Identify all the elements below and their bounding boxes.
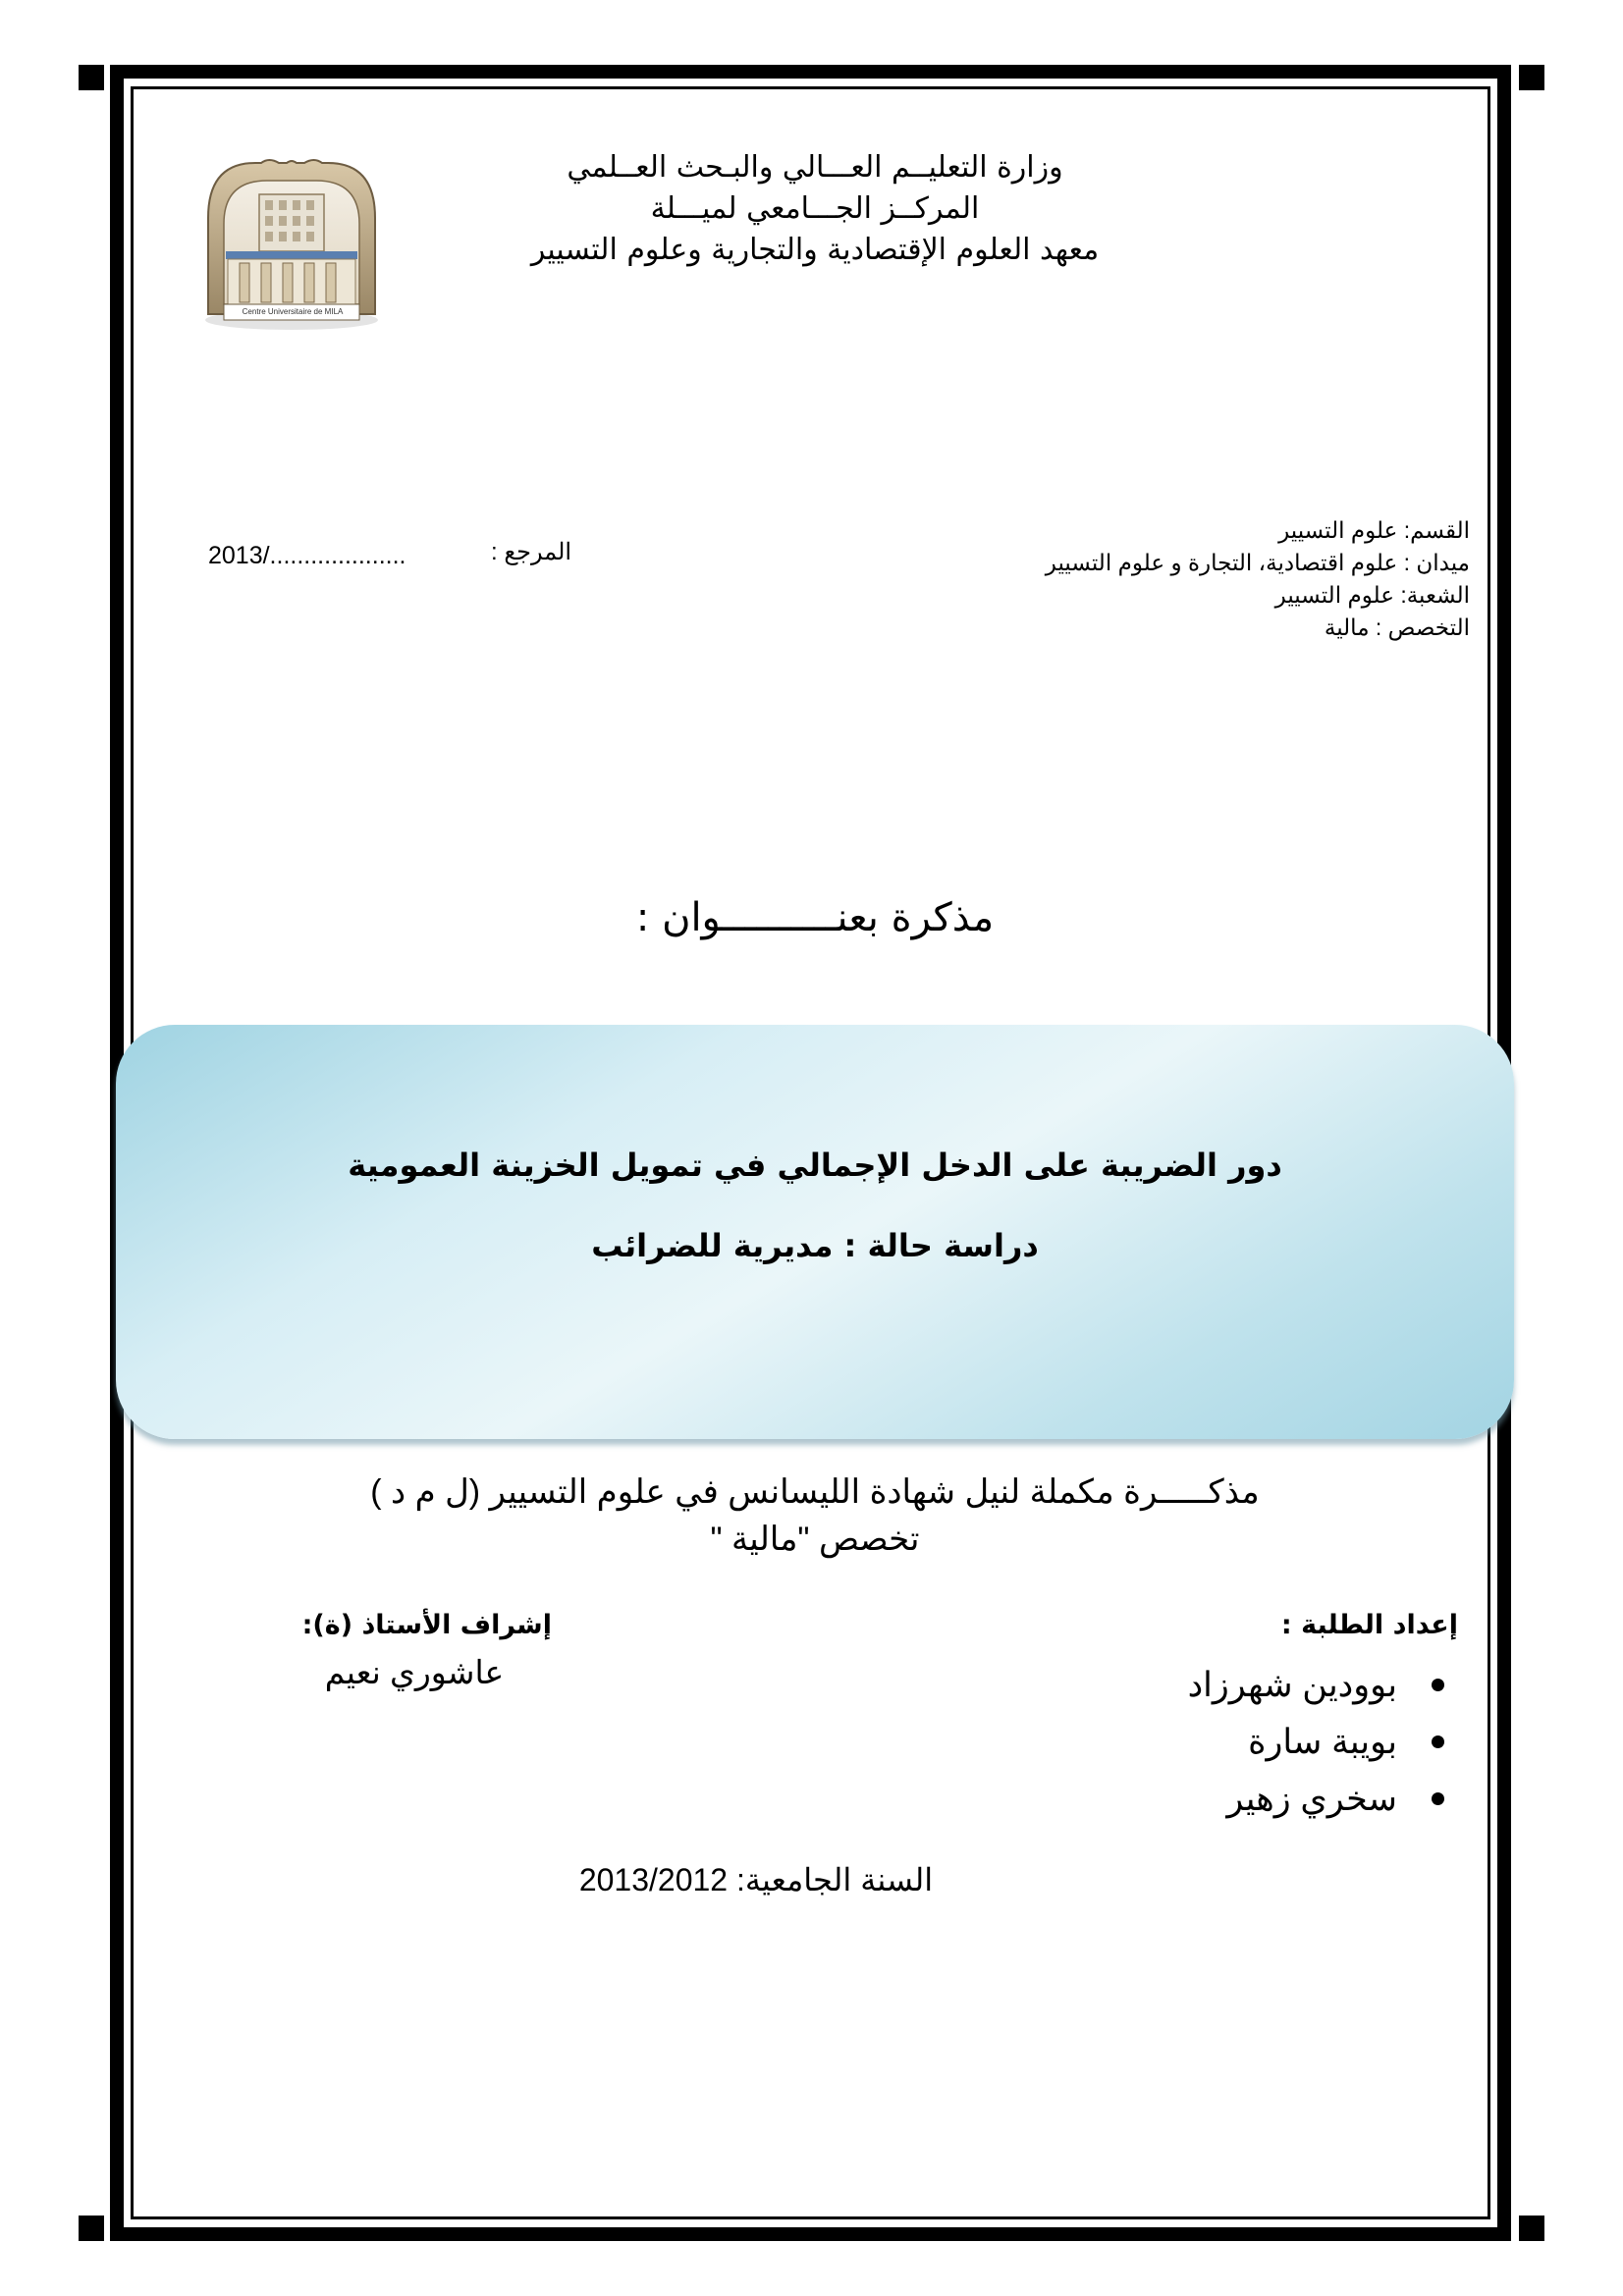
student-name: سخري زهير xyxy=(1226,1780,1397,1818)
university-center-name: المركــز الجـــامعي لميـــلة xyxy=(650,191,980,226)
degree-description: مذكـــــرة مكملة لنيل شهادة الليسانس في علوم التسيير (ل م د ) xyxy=(370,1473,1260,1511)
department-info xyxy=(920,514,1470,644)
supervisor-name: عاشوري نعيم xyxy=(324,1654,505,1690)
ministry-name: وزارة التعليــم العـــالي والبـحث العــلمي xyxy=(567,150,1063,185)
department-section: القسم: علوم التسيير xyxy=(1278,517,1470,543)
academic-year: السنة الجامعية: 2013/2012 xyxy=(578,1862,934,1897)
institution-header xyxy=(511,147,1119,271)
border-corner-bottom-right xyxy=(1519,2216,1544,2241)
memo-heading: مذكرة بعنــــــــــوان : xyxy=(635,895,995,940)
list-item xyxy=(1188,1714,1444,1771)
border-corner-top-left xyxy=(79,65,104,90)
university-logo xyxy=(198,157,385,332)
border-corner-bottom-left xyxy=(79,2216,104,2241)
border-corner-top-right xyxy=(1519,65,1544,90)
reference-value: 2013/.................... xyxy=(208,542,406,569)
bullet-icon xyxy=(1432,1679,1444,1691)
case-study-subtitle: دراسة حالة : مديرية للضرائب xyxy=(591,1227,1039,1264)
list-item xyxy=(1188,1657,1444,1714)
supervisor-label: إشراف الأستاذ (ة): xyxy=(301,1610,552,1640)
department-field: ميدان : علوم اقتصادية، التجارة و علوم التسيير xyxy=(1045,550,1470,575)
logo-caption: Centre Universitaire de MILA xyxy=(242,307,344,316)
department-specialty: التخصص : مالية xyxy=(1324,614,1470,640)
students-label: إعداد الطلبة : xyxy=(1280,1610,1458,1640)
list-item xyxy=(1188,1771,1444,1828)
institute-name: معهد العلوم الإقتصادية والتجارية وعلوم التسيير xyxy=(530,233,1100,267)
student-name: بوودين شهرزاد xyxy=(1187,1666,1397,1704)
degree-specialty: تخصص "مالية " xyxy=(710,1521,920,1558)
thesis-title: دور الضريبة على الدخل الإجمالي في تمويل الخزينة العمومية xyxy=(348,1147,1282,1184)
reference-label: المرجع : xyxy=(491,539,572,565)
students-list xyxy=(1188,1657,1444,1828)
bullet-icon xyxy=(1432,1792,1444,1805)
student-name: بويبة سارة xyxy=(1248,1723,1397,1761)
bullet-icon xyxy=(1432,1735,1444,1748)
department-branch: الشعبة: علوم التسيير xyxy=(1274,582,1470,608)
